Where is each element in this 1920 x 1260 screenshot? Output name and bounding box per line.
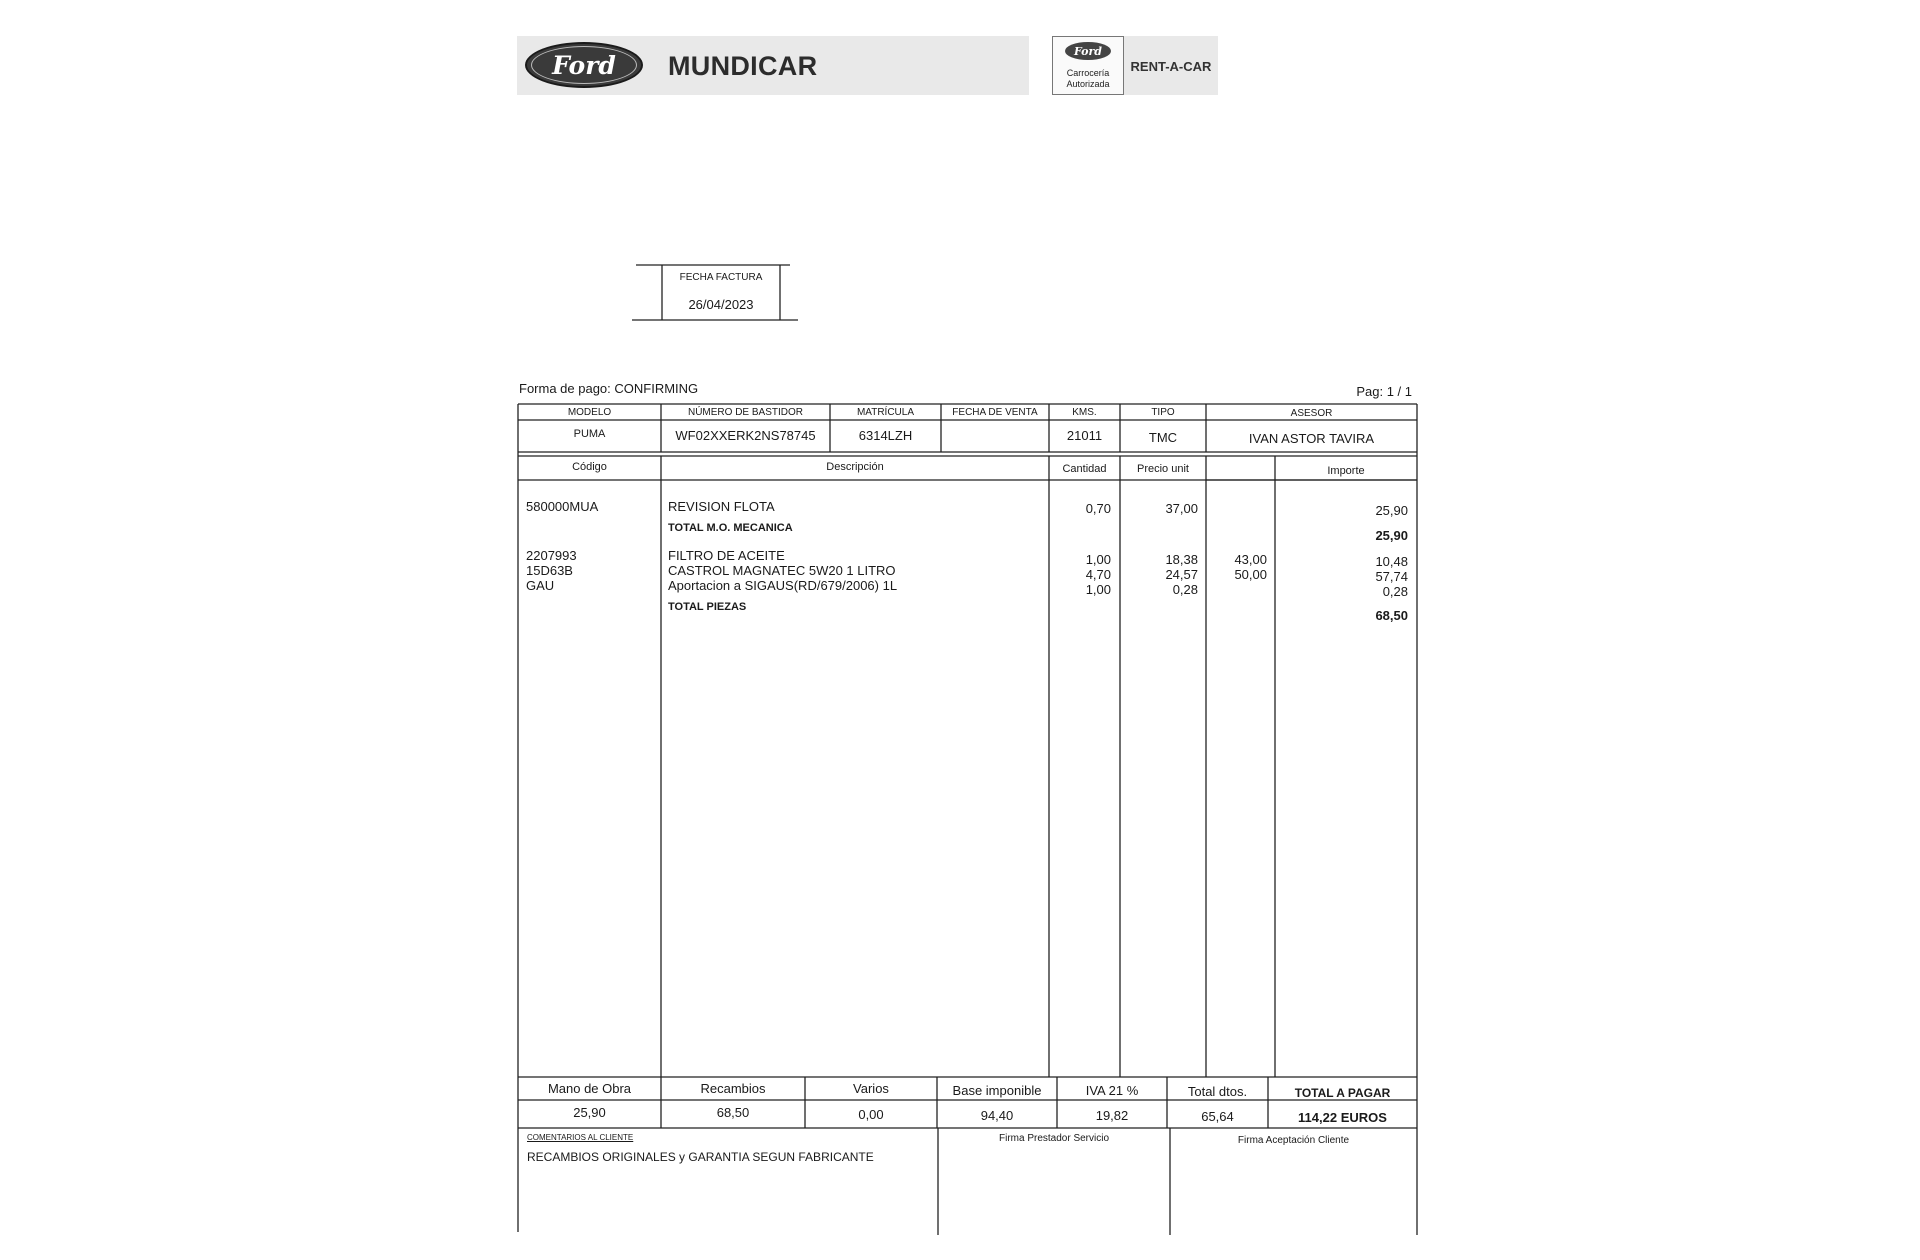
line-codigo: 2207993: [526, 548, 577, 563]
line-cantidad: 1,00: [1085, 552, 1111, 567]
line-precio: 0,28: [1172, 582, 1198, 597]
col-codigo: Código: [572, 461, 607, 473]
col-importe: Importe: [1327, 465, 1365, 477]
value-asesor: IVAN ASTOR TAVIRA: [1248, 431, 1375, 446]
totals-mano-obra-value: 25,90: [573, 1105, 606, 1120]
firma-cliente-label: Firma Aceptación Cliente: [1237, 1135, 1350, 1146]
ford-mini-logo: Ford: [1065, 42, 1111, 60]
col-cantidad: Cantidad: [1062, 463, 1107, 475]
firma-prestador-label: Firma Prestador Servicio: [998, 1133, 1110, 1144]
ford-logo-text: Ford: [531, 46, 637, 84]
carroceria-line-1: Carrocería: [1066, 68, 1110, 78]
line-precio: 18,38: [1165, 552, 1198, 567]
totals-dtos-value: 65,64: [1201, 1109, 1234, 1124]
totals-varios-label: Varios: [853, 1081, 889, 1096]
header-fecha-venta: FECHA DE VENTA: [952, 407, 1038, 418]
line-cantidad: 1,00: [1085, 582, 1111, 597]
header-bastidor: NÚMERO DE BASTIDOR: [687, 407, 803, 418]
line-importe: 10,48: [1375, 554, 1408, 569]
header-asesor: ASESOR: [1290, 408, 1333, 419]
header-kms: KMS.: [1072, 407, 1097, 418]
line-codigo: 15D63B: [526, 563, 573, 578]
line-precio: 24,57: [1165, 567, 1198, 582]
totals-dtos-label: Total dtos.: [1187, 1084, 1248, 1099]
header-matricula: MATRÍCULA: [856, 407, 915, 418]
page-number: Pag: 1 / 1: [1356, 384, 1412, 399]
carroceria-line-2: Autorizada: [1066, 79, 1110, 89]
line-codigo: 580000MUA: [526, 499, 599, 514]
line-importe: 57,74: [1375, 569, 1408, 584]
line-descripcion: REVISION FLOTA: [668, 499, 775, 514]
total-mo-importe: 25,90: [1375, 528, 1408, 543]
forma-de-pago: Forma de pago: CONFIRMING: [519, 381, 699, 396]
header-tipo: TIPO: [1151, 407, 1175, 418]
totals-base-value: 94,40: [980, 1108, 1014, 1123]
totals-mano-obra-label: Mano de Obra: [547, 1081, 632, 1096]
fecha-factura-value: 26/04/2023: [688, 297, 754, 312]
totals-iva-label: IVA 21 %: [1085, 1083, 1139, 1098]
header-modelo: MODELO: [567, 407, 612, 418]
col-precio-unit: Precio unit: [1137, 463, 1189, 475]
totals-base-label: Base imponible: [952, 1083, 1042, 1098]
company-name: MUNDICAR: [668, 51, 818, 81]
comments-label: COMENTARIOS AL CLIENTE: [527, 1133, 634, 1142]
comments-text: RECAMBIOS ORIGINALES y GARANTIA SEGUN FABRICANTE: [527, 1150, 874, 1164]
totals-total-label: TOTAL A PAGAR: [1294, 1086, 1391, 1100]
line-descripcion: FILTRO DE ACEITE: [668, 548, 785, 563]
totals-recambios-value: 68,50: [716, 1105, 750, 1120]
total-piezas-label: TOTAL PIEZAS: [668, 601, 747, 613]
totals-varios-value: 0,00: [858, 1107, 884, 1122]
col-descripcion: Descripción: [826, 461, 884, 473]
line-codigo: GAU: [526, 578, 555, 593]
line-importe: 25,90: [1375, 503, 1408, 518]
line-dto: 50,00: [1234, 567, 1267, 582]
value-modelo: PUMA: [573, 428, 606, 440]
line-descripcion: CASTROL MAGNATEC 5W20 1 LITRO: [668, 563, 896, 578]
total-mo-label: TOTAL M.O. MECANICA: [668, 522, 793, 534]
line-descripcion: Aportacion a SIGAUS(RD/679/2006) 1L: [668, 578, 898, 593]
line-cantidad: 4,70: [1085, 567, 1111, 582]
line-precio: 37,00: [1165, 501, 1198, 516]
value-tipo: TMC: [1148, 430, 1178, 445]
value-matricula: 6314LZH: [858, 428, 913, 443]
totals-iva-value: 19,82: [1095, 1108, 1129, 1123]
totals-recambios-label: Recambios: [700, 1081, 766, 1096]
value-kms: 21011: [1066, 428, 1103, 443]
totals-total-value: 114,22 EUROS: [1298, 1110, 1387, 1125]
line-importe: 0,28: [1382, 584, 1408, 599]
value-bastidor: WF02XXERK2NS78745: [675, 428, 816, 443]
rent-a-car-label: RENT-A-CAR: [1130, 59, 1212, 74]
line-cantidad: 0,70: [1085, 501, 1111, 516]
line-dto: 43,00: [1234, 552, 1267, 567]
fecha-factura-label: FECHA FACTURA: [679, 272, 763, 283]
total-piezas-importe: 68,50: [1375, 608, 1408, 623]
